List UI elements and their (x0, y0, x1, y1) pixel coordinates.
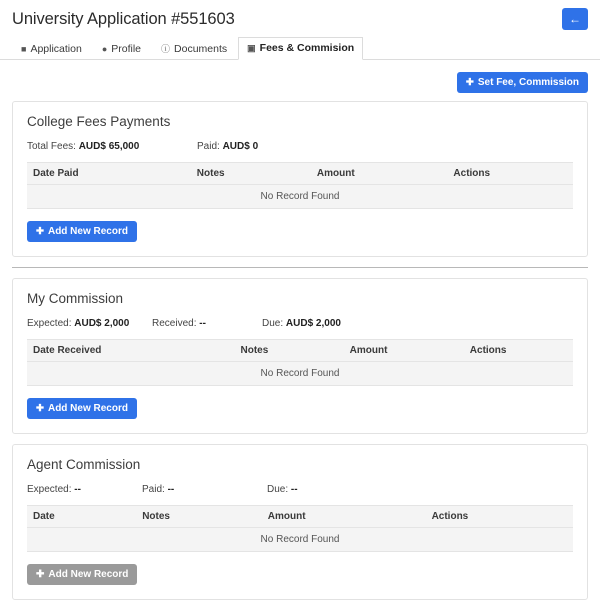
college-fees-payments-title: College Fees Payments (27, 114, 171, 129)
card-my-commission (12, 278, 588, 434)
add-new-record-label: Add New Record (47, 403, 128, 414)
agent-commission-summary (27, 484, 573, 495)
tab-documents[interactable] (152, 37, 236, 60)
received-summary (152, 318, 262, 329)
paid-value: -- (167, 484, 175, 495)
money-icon: ▣ (247, 42, 256, 53)
table-row (27, 362, 573, 386)
col-date-received: Date Received (27, 340, 234, 362)
plus-circle-icon: ✚ (465, 77, 474, 88)
table-header-row (27, 340, 573, 362)
table-row (27, 185, 573, 209)
set-fee-commission-button[interactable] (457, 72, 588, 93)
due-summary (262, 318, 341, 329)
set-fee-commission-label: Set Fee, Commission (477, 77, 579, 88)
card-agent-commission (12, 444, 588, 600)
col-actions: Actions (464, 340, 573, 362)
col-amount: Amount (311, 163, 448, 185)
received-value: -- (199, 318, 206, 329)
table-header-row (27, 506, 573, 528)
add-new-record-college-fees-button[interactable] (27, 221, 137, 242)
due-summary (267, 484, 298, 495)
page-header (0, 0, 600, 30)
empty-message: No Record Found (27, 362, 573, 386)
add-new-record-agent-commission-button[interactable] (27, 564, 137, 585)
expected-summary (27, 318, 152, 329)
content-toolbar (12, 68, 588, 101)
empty-message: No Record Found (27, 185, 573, 209)
back-button[interactable] (562, 8, 588, 30)
add-new-record-my-commission-button[interactable] (27, 398, 137, 419)
paid-label: Paid: (142, 484, 165, 495)
my-commission-actions (27, 386, 573, 419)
col-notes: Notes (136, 506, 262, 528)
tab-documents-label: Documents (174, 42, 228, 55)
id-card-icon: ■ (21, 44, 27, 54)
table-header-row (27, 163, 573, 185)
tab-profile[interactable] (93, 38, 150, 60)
total-fees-value: AUD$ 65,000 (78, 141, 140, 152)
tab-bar (0, 36, 600, 60)
due-value: -- (290, 484, 298, 495)
paid-summary (142, 484, 267, 495)
tab-fees-commision[interactable] (238, 37, 363, 60)
col-amount: Amount (262, 506, 426, 528)
agent-commission-table (27, 505, 573, 552)
agent-commission-actions (27, 552, 573, 585)
col-notes: Notes (234, 340, 343, 362)
empty-message: No Record Found (27, 528, 573, 552)
plus-circle-icon: ✚ (36, 569, 45, 580)
col-notes: Notes (191, 163, 311, 185)
agent-commission-title: Agent Commission (27, 457, 141, 472)
user-icon: ● (101, 44, 108, 54)
page-title: University Application #551603 (12, 10, 235, 28)
received-label: Received: (152, 318, 197, 329)
total-fees-summary (27, 141, 197, 152)
tab-content (0, 60, 600, 600)
college-fees-table (27, 162, 573, 209)
paid-value: AUD$ 0 (222, 141, 259, 152)
expected-value: AUD$ 2,000 (74, 318, 130, 329)
col-date: Date (27, 506, 136, 528)
total-fees-label: Total Fees: (27, 141, 76, 152)
due-label: Due: (262, 318, 284, 329)
paid-label: Paid: (197, 141, 220, 152)
tab-application[interactable] (12, 38, 91, 60)
expected-label: Expected: (27, 318, 72, 329)
section-divider (12, 267, 588, 268)
tab-fees-commision-label: Fees & Commision (259, 42, 355, 54)
info-icon: ⓘ (161, 44, 171, 54)
arrow-left-icon: ← (569, 12, 581, 26)
my-commission-summary (27, 318, 573, 329)
add-new-record-label: Add New Record (47, 226, 128, 237)
plus-circle-icon: ✚ (36, 226, 44, 237)
tab-application-label: Application (30, 43, 82, 55)
my-commission-title: My Commission (27, 291, 124, 306)
my-commission-table (27, 339, 573, 386)
due-value: AUD$ 2,000 (285, 318, 341, 329)
due-label: Due: (267, 484, 289, 495)
expected-value: -- (74, 484, 81, 495)
col-actions: Actions (447, 163, 573, 185)
col-date-paid: Date Paid (27, 163, 191, 185)
col-actions: Actions (426, 506, 573, 528)
expected-label: Expected: (27, 484, 72, 495)
plus-circle-icon: ✚ (36, 403, 44, 414)
college-fees-actions (27, 209, 573, 242)
expected-summary (27, 484, 142, 495)
tab-profile-label: Profile (111, 43, 142, 55)
col-amount: Amount (344, 340, 464, 362)
add-new-record-label: Add New Record (48, 569, 129, 580)
table-row (27, 528, 573, 552)
card-college-fees-payments (12, 101, 588, 257)
college-fees-summary (27, 141, 573, 152)
paid-summary (197, 141, 258, 152)
